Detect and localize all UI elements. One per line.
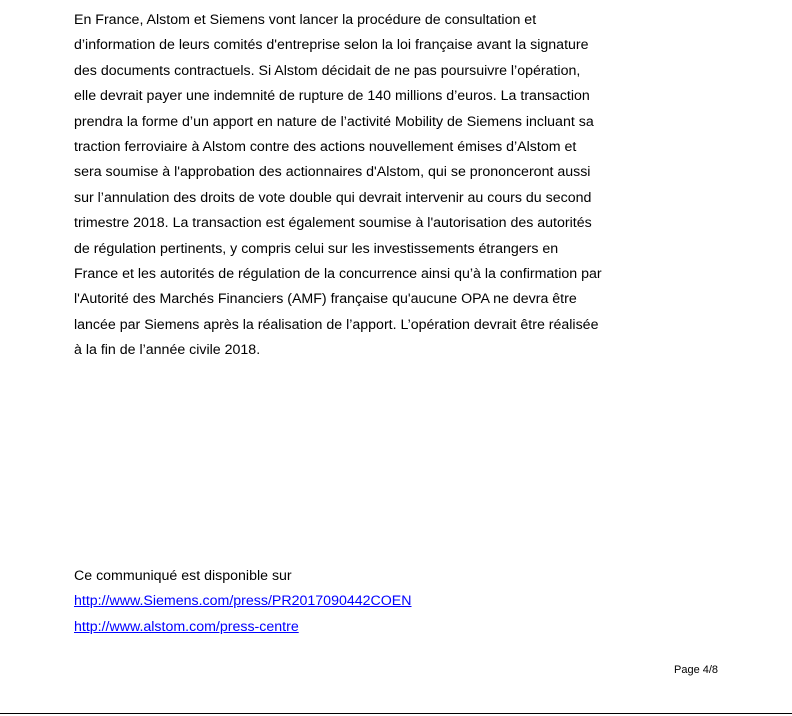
paragraph-line: trimestre 2018. La transaction est également soumise à l'autorisation des autorités <box>74 215 592 232</box>
paragraph-line: d’information de leurs comités d'entreprise selon la loi française avant la signature <box>74 37 589 54</box>
paragraph-line: de régulation pertinents, y compris celui sur les investissements étrangers en <box>74 240 559 257</box>
paragraph-line: elle devrait payer une indemnité de rupture de 140 millions d’euros. La transaction <box>74 88 590 105</box>
body-paragraph <box>74 8 634 364</box>
alstom-press-link[interactable]: http://www.alstom.com/press-centre <box>74 618 299 635</box>
page-number: Page 4/8 <box>674 664 719 676</box>
paragraph-line: France et les autorités de régulation de la concurrence ainsi qu’à la confirmation par <box>74 266 602 283</box>
paragraph-line: à la fin de l’année civile 2018. <box>74 342 261 359</box>
paragraph-line: lancée par Siemens après la réalisation de l’apport. L’opération devrait être réalisée <box>74 316 599 333</box>
availability-intro: Ce communiqué est disponible sur <box>74 568 292 584</box>
paragraph-line: traction ferroviaire à Alstom contre des actions nouvellement émises d’Alstom et <box>74 139 577 156</box>
availability-block <box>74 564 634 640</box>
paragraph-line: prendra la forme d’un apport en nature de l’activité Mobility de Siemens incluant sa <box>74 113 594 130</box>
paragraph-line: des documents contractuels. Si Alstom décidait de ne pas poursuivre l’opération, <box>74 62 581 79</box>
paragraph-line: sera soumise à l'approbation des actionnaires d'Alstom, qui se prononceront aussi <box>74 164 591 181</box>
paragraph-line: sur l’annulation des droits de vote double qui devrait intervenir au cours du second <box>74 189 592 206</box>
siemens-press-link[interactable]: http://www.Siemens.com/press/PR2017090442COEN <box>74 593 412 610</box>
page-divider <box>0 713 792 714</box>
paragraph-line: En France, Alstom et Siemens vont lancer la procédure de consultation et <box>74 12 537 28</box>
paragraph-line: l'Autorité des Marchés Financiers (AMF) française qu'aucune OPA ne devra être <box>74 291 577 308</box>
